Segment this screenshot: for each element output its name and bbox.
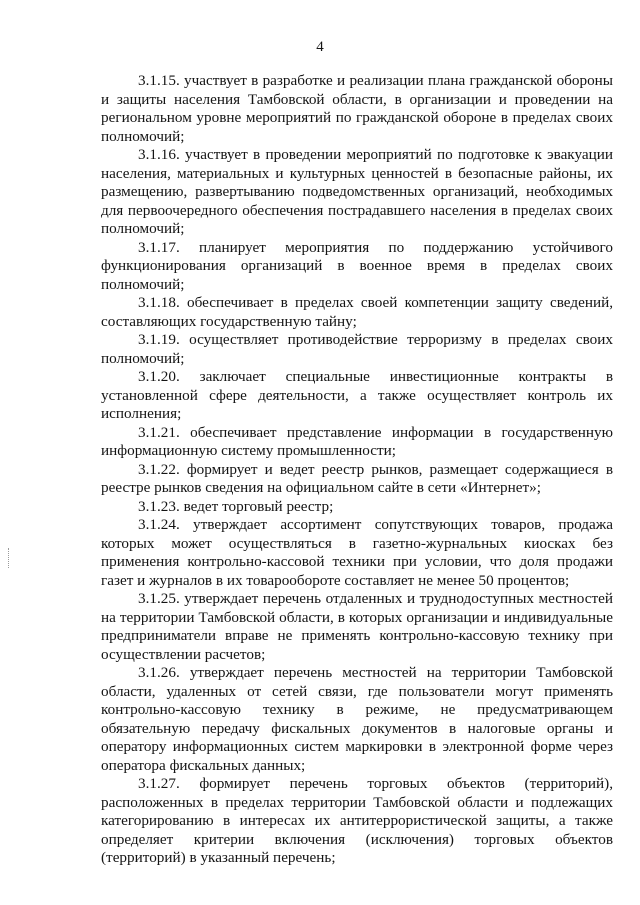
paragraph-3-1-20: 3.1.20. заключает специальные инвестиционные контракты в установленной сфере деятельности, а также осуществляет контроль их исполнения; bbox=[101, 368, 613, 422]
margin-mark bbox=[8, 548, 12, 568]
paragraph-3-1-16: 3.1.16. участвует в проведении мероприятий по подготовке к эвакуации населения, материальных и культурных ценностей в безопасные районы, их размещению, развертыванию подведомственных организаций, необходимых для первоочередного обеспечения пострадавшего населения в пределах своих полномочий; bbox=[101, 146, 613, 237]
paragraph-3-1-18: 3.1.18. обеспечивает в пределах своей компетенции защиту сведений, составляющих государственную тайну; bbox=[101, 294, 613, 330]
paragraph-3-1-21: 3.1.21. обеспечивает представление информации в государственную информационную систему промышленности; bbox=[101, 423, 613, 459]
page-number: 4 bbox=[316, 39, 324, 55]
paragraph-3-1-25: 3.1.25. утверждает перечень отдаленных и труднодоступных местностей на территории Тамбовской области, в которых организации и индивидуальные предприниматели вправе не применять контрольно-кассовую технику при осуществлении расчетов; bbox=[101, 590, 613, 663]
paragraph-3-1-19: 3.1.19. осуществляет противодействие терроризму в пределах своих полномочий; bbox=[101, 331, 613, 367]
paragraph-3-1-24: 3.1.24. утверждает ассортимент сопутствующих товаров, продажа которых может осуществляться в газетно-журнальных киосках без применения контрольно-кассовой техники при условии, что доля продажи газет и журналов в их товарообороте составляет не менее 50 процентов; bbox=[101, 516, 613, 589]
paragraph-3-1-22: 3.1.22. формирует и ведет реестр рынков, размещает содержащиеся в реестре рынков сведения на официальном сайте в сети «Интернет»; bbox=[101, 460, 613, 496]
paragraph-3-1-27: 3.1.27. формирует перечень торговых объектов (территорий), расположенных в пределах территории Тамбовской области и подлежащих категорированию в интересах их антитеррористической защиты, а также определяет критерии включения (исключения) торговых объектов (территорий) в указанный перечень; bbox=[101, 775, 613, 866]
paragraph-3-1-17: 3.1.17. планирует мероприятия по поддержанию устойчивого функционирования организаций в военное время в пределах своих полномочий; bbox=[101, 238, 613, 293]
document-body bbox=[101, 72, 613, 868]
paragraph-3-1-15: 3.1.15. участвует в разработке и реализации плана гражданской обороны и защиты населения Тамбовской области, в организации и проведении на региональном уровне мероприятий по гражданской обороне в пределах своих полномочий; bbox=[101, 72, 613, 145]
paragraph-3-1-26: 3.1.26. утверждает перечень местностей на территории Тамбовской области, удаленных от сетей связи, где пользователи могут применять контрольно-кассовую технику в режиме, не предусматривающем обязательную передачу фискальных документов в налоговые органы и оператору информационных систем маркировки в электронной форме через оператора фискальных данных; bbox=[101, 664, 613, 774]
paragraph-3-1-23: 3.1.23. ведет торговый реестр; bbox=[138, 497, 334, 515]
